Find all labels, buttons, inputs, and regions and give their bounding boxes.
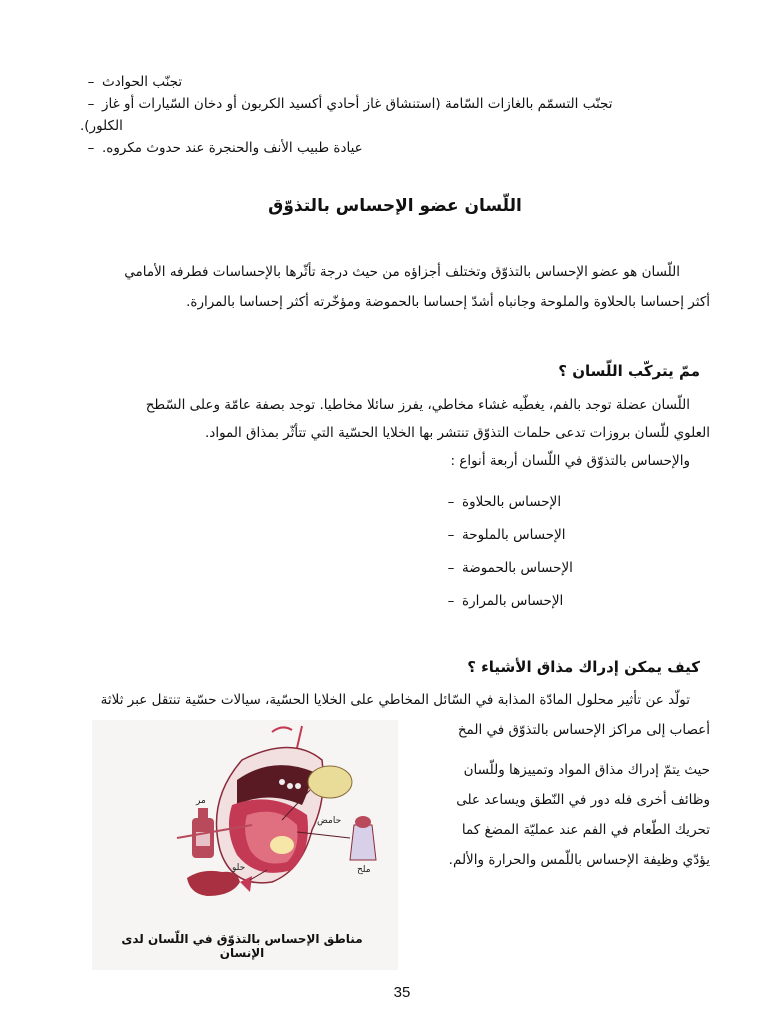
list-text: الإحساس بالملوحة — [462, 527, 566, 543]
paragraph-line: يؤدّي وظيفة الإحساس باللّمس والحرارة والألم. — [448, 852, 710, 868]
list-dash: – — [447, 560, 455, 576]
list-dash: – — [447, 527, 455, 543]
list-text: تجنّب الحوادث — [102, 74, 183, 90]
list-dash: – — [447, 494, 455, 510]
list-text: تجنّب التسمّم بالغازات السّامة (استنشاق غاز أحادي أكسيد الكربون أو دخان السّيارات أو غاز — [102, 96, 613, 112]
paragraph-line: اللّسان هو عضو الإحساس بالتذوّق وتختلف أجزاؤه من حيث درجة تأثّرها بالإحساسات فطرفه الأمامي — [124, 264, 680, 280]
paragraph-line: حيث يتمّ إدراك مذاق المواد وتمييزها وللّسان — [463, 762, 710, 778]
list-item — [440, 591, 700, 624]
composition-heading: ممّ يتركّب اللّسان ؟ — [558, 362, 700, 380]
list-dash: – — [87, 140, 95, 156]
list-item — [440, 492, 700, 525]
list-item — [440, 558, 700, 591]
page-number: 35 — [393, 984, 411, 1001]
list-item — [440, 525, 700, 558]
paragraph-line: اللّسان عضلة توجد بالفم، يغطّيه غشاء مخاطي، يفرز سائلا مخاطيا. توجد بصفة عامّة وعلى السّطح — [145, 397, 690, 413]
list-dash: – — [87, 74, 95, 90]
list-item — [80, 138, 700, 160]
section-title: اللّسان عضو الإحساس بالتذوّق — [268, 196, 522, 216]
top-bullet-list — [80, 72, 700, 160]
list-dash: – — [447, 593, 455, 609]
paragraph-line: أكثر إحساسا بالحلاوة والملوحة وجانباه أشدّ إحساسا بالحموضة ومؤخّرته أكثر إحساسا بالمرارة. — [186, 294, 710, 310]
list-item-continuation — [80, 116, 700, 138]
perception-paragraph-wrapped — [400, 760, 710, 880]
tongue-taste-figure — [92, 720, 398, 970]
list-text: الكلور). — [80, 118, 123, 134]
list-item — [80, 72, 700, 94]
taste-types-list — [440, 492, 700, 624]
label-salty: ملح — [357, 865, 371, 875]
paragraph-line: أعصاب إلى مراكز الإحساس بالتذوّق في المخ — [457, 722, 710, 738]
list-dash: – — [87, 96, 95, 112]
label-sour: حامض — [317, 816, 342, 826]
paragraph-line: العلوي للّسان بروزات تدعى حلمات التذوّق تنتشر بها الخلايا الحسّية التي تتأثّر بمذاق المواد. — [205, 425, 710, 441]
paragraph-line: والإحساس بالتذوّق في اللّسان أربعة أنواع : — [450, 453, 690, 469]
label-sweet: حلو — [232, 863, 246, 873]
tongue-illustration — [92, 720, 398, 900]
list-text: الإحساس بالحموضة — [462, 560, 573, 576]
paragraph-line: وظائف أخرى فله دور في النّطق ويساعد على — [456, 792, 710, 808]
perception-heading: كيف يمكن إدراك مذاق الأشياء ؟ — [467, 658, 700, 676]
composition-paragraph — [80, 395, 710, 479]
label-bitter: مر — [196, 796, 206, 806]
list-text: عيادة طبيب الأنف والحنجرة عند حدوث مكروه. — [102, 140, 363, 156]
paragraph-line: تحريك الطّعام في الفم عند عمليّة المضغ كما — [461, 822, 710, 838]
paragraph-line: تولّد عن تأثير محلول المادّة المذابة في السّائل المخاطي على الخلايا الحسّية، سيالات حسّية تنتقل عبر ثلاثة — [100, 692, 690, 708]
list-text: الإحساس بالحلاوة — [462, 494, 562, 510]
figure-caption: مناطق الإحساس بالتذوّق في اللّسان لدى الإنسان — [121, 932, 363, 960]
list-text: الإحساس بالمرارة — [462, 593, 564, 609]
intro-paragraph — [80, 262, 710, 322]
list-item — [80, 94, 700, 116]
